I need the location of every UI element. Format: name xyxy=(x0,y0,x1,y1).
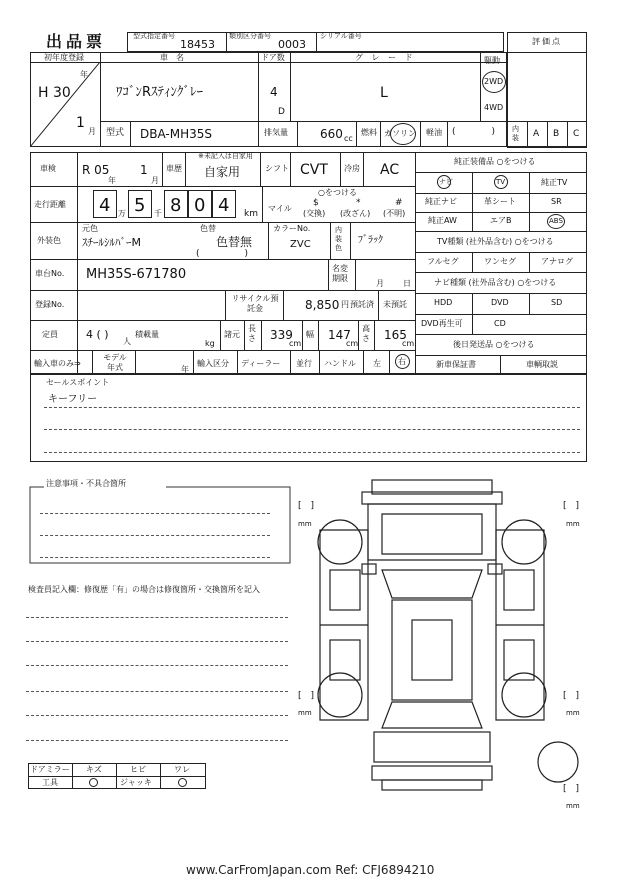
history-note: ※未記入は自家用 xyxy=(198,152,253,160)
mileage-digit-4: 0 xyxy=(194,195,206,216)
sales-point-value: キーフリー xyxy=(48,394,98,405)
right-label: 右 xyxy=(398,357,406,366)
legend-crack: ヒビ xyxy=(130,765,146,774)
navi-title: ナビ種類 (社外品含む) ○をつける xyxy=(434,278,557,287)
model-year-unit: 年 xyxy=(181,365,189,374)
fuel-label: 燃料 xyxy=(361,128,377,137)
sunroof: SR xyxy=(551,197,562,206)
attention-bracket xyxy=(26,484,294,566)
sales-point-block xyxy=(30,374,587,462)
tire-fr-bracket: [ ] xyxy=(563,501,580,511)
capacity-value: 4 ( ) xyxy=(86,328,109,341)
width-unit: cm xyxy=(346,339,359,348)
fuel-gas: ガソリン xyxy=(384,129,416,138)
mileage-km: km xyxy=(244,209,258,219)
mileage-label: 走行距離 xyxy=(34,200,66,209)
name-change-month: 月 xyxy=(376,279,384,288)
inspection-label: 車検 xyxy=(40,164,56,173)
grade-value: L xyxy=(380,85,388,101)
color-orig-value: ｽﾁｰﾙｼﾙﾊﾞｰM xyxy=(82,236,141,249)
width-value: 147 xyxy=(328,328,351,342)
genuine-navi: 純正ナビ xyxy=(425,197,457,206)
exchange-symbol: $ xyxy=(313,198,319,208)
interior-grade-c: C xyxy=(573,129,580,139)
door-suffix: D xyxy=(278,107,285,117)
unknown-label: (不明) xyxy=(383,209,406,218)
model-spec-value: 18453 xyxy=(180,38,215,51)
tire-rr-mm: mm xyxy=(566,709,580,717)
navi-sd: SD xyxy=(551,298,563,307)
tire-rl-bracket: [ ] xyxy=(298,691,315,701)
unknown-symbol: # xyxy=(395,198,403,208)
navi-icon-label: ナビ xyxy=(439,178,453,186)
drive-4wd: 4WD xyxy=(484,103,504,112)
warranty: 新車保証書 xyxy=(436,360,476,369)
dvd-player: DVD再生可 xyxy=(421,319,463,328)
tv-analog: アナログ xyxy=(541,257,573,266)
shift-value: CVT xyxy=(300,162,328,178)
first-reg-era: H 30 xyxy=(38,85,71,101)
length-unit: cm xyxy=(289,339,302,348)
door-value: 4 xyxy=(270,85,278,99)
watermark: www.CarFromJapan.com Ref: CFJ6894210 xyxy=(186,863,435,877)
parallel-label: 並行 xyxy=(296,359,312,368)
legend-tools: 工具 xyxy=(42,778,58,787)
model-spec-label: 型式指定番号 xyxy=(133,32,175,40)
later-title: 後日発送品 ○をつける xyxy=(453,340,535,349)
mileage-sen: 千 xyxy=(154,209,162,218)
navi-dvd: DVD xyxy=(491,298,509,307)
year-suffix: 年 xyxy=(80,70,88,79)
attention-label: 注意事項・不具合箇所 xyxy=(46,479,126,488)
tv-icon-label: TV xyxy=(496,178,506,186)
fuel-diesel: 軽油 xyxy=(426,128,442,137)
chassis-label: 車台No. xyxy=(35,269,65,278)
altered-label: (改ざん) xyxy=(340,209,371,218)
color-orig-label: 元色 xyxy=(82,224,98,233)
rating-label: 評価点 xyxy=(532,37,562,46)
genuine-title: 純正装備品 ○をつける xyxy=(454,157,536,166)
mileage-digit-5: 4 xyxy=(218,195,230,216)
dealer-label: ディーラー xyxy=(241,359,281,368)
type-value: DBA-MH35S xyxy=(140,127,213,141)
colorno-label: カラーNo. xyxy=(273,224,311,233)
shift-label: シフト xyxy=(265,164,289,173)
interior-grade-a: A xyxy=(533,129,540,139)
tire-fr-mm: mm xyxy=(566,520,580,528)
history-value: 自家用 xyxy=(204,165,241,179)
sales-point-label: セールスポイント xyxy=(46,378,110,387)
import-type-label: 輸入区分 xyxy=(197,359,229,368)
tv-one: ワンセグ xyxy=(484,257,516,266)
first-reg-month: 1 xyxy=(76,115,85,131)
airbag: エアB xyxy=(490,216,512,225)
tv-full: フルセグ xyxy=(427,257,459,266)
recycle-value: 8,850 xyxy=(305,298,340,312)
leather-seat: 革シート xyxy=(484,197,516,206)
sheet-title: 出品票 xyxy=(46,32,107,51)
interior-color-value: ﾌﾞﾗｯｸ xyxy=(358,235,383,246)
width-label: 幅 xyxy=(306,330,314,339)
inspection-month-suffix: 月 xyxy=(151,176,159,185)
length-value: 339 xyxy=(270,328,293,342)
model-year-label: モデル年式 xyxy=(103,353,127,372)
interior-color-label: 内装色 xyxy=(335,226,342,252)
import-only-label: 輸入車のみ⇒ xyxy=(34,359,81,368)
genuine-tv: 純正TV xyxy=(541,178,568,187)
mile-label: マイル xyxy=(268,204,292,213)
name-change-label: 名変期限 xyxy=(332,264,348,283)
car-name-value: ﾜｺﾞﾝRｽﾃｨﾝｸﾞﾚｰ xyxy=(116,85,204,100)
left-label: 左 xyxy=(373,359,381,368)
drive-label: 駆動 xyxy=(484,56,500,65)
jack-present-mark xyxy=(178,778,187,787)
load-unit: kg xyxy=(205,339,215,348)
type-label: 型式 xyxy=(106,128,125,138)
inspection-month: 1 xyxy=(140,163,148,177)
manual: 車輌取説 xyxy=(526,360,558,369)
recycle-paid: 預託済 xyxy=(350,300,374,309)
inspection-year-suffix: 年 xyxy=(108,176,116,185)
mileage-man: 万 xyxy=(118,209,126,218)
height-label: 高さ xyxy=(362,324,370,343)
mileage-digit-3: 8 xyxy=(170,195,182,216)
category-value: 0003 xyxy=(278,38,306,51)
legend-scratch: キズ xyxy=(86,765,102,774)
recycle-label: リサイクル預託金 xyxy=(231,294,279,313)
interior-grade-b: B xyxy=(553,129,560,139)
grade-label: グ レ ー ド xyxy=(355,53,416,62)
month-suffix: 月 xyxy=(88,127,96,136)
inspector-label: 検査員記入欄：修復歴「有」の場合は修復箇所・交換箇所を記入 xyxy=(28,585,260,594)
load-label: 積載量 xyxy=(135,330,159,339)
colorno-value: ZVC xyxy=(290,239,311,250)
legend-jack: ジャッキ xyxy=(120,778,152,787)
tire-rl-mm: mm xyxy=(298,709,312,717)
chassis-value: MH35S-671780 xyxy=(86,267,187,282)
legend-break: ワレ xyxy=(174,765,190,774)
mileage-mark-note: ○をつける xyxy=(318,188,357,197)
altered-symbol: * xyxy=(356,198,361,208)
color-paint-value: 色替無 xyxy=(216,235,253,249)
car-name-label: 車 名 xyxy=(160,53,184,62)
recycle-unpaid: 未預託 xyxy=(383,300,407,309)
category-label: 類別区分番号 xyxy=(229,32,271,40)
first-reg-label: 初年度登録 xyxy=(44,53,84,62)
ac-label: 冷房 xyxy=(344,164,360,173)
mileage-digit-1: 4 xyxy=(99,195,111,216)
interior-label: 内装 xyxy=(512,125,519,142)
height-value: 165 xyxy=(384,328,407,342)
drive-2wd: 2WD xyxy=(484,77,504,86)
tv-title: TV種類 (社外品含む) ○をつける xyxy=(437,237,554,246)
height-unit: cm xyxy=(402,339,415,348)
fuel-paren: ( ) xyxy=(452,127,496,137)
capacity-label: 定員 xyxy=(42,330,58,339)
cd: CD xyxy=(494,319,506,328)
legend-door-mirror: ドアミラー xyxy=(30,765,70,774)
capacity-unit: 人 xyxy=(123,337,131,346)
genuine-aw: 純正AW xyxy=(428,216,457,225)
recycle-unit: 円 xyxy=(341,300,349,309)
navi-hdd: HDD xyxy=(434,298,453,307)
abs: ABS xyxy=(549,217,563,225)
ac-value: AC xyxy=(380,162,400,178)
mileage-digit-2: 5 xyxy=(134,195,146,216)
dims-label: 諸元 xyxy=(224,330,240,339)
tire-fl-mm: mm xyxy=(298,520,312,528)
length-label: 長さ xyxy=(248,324,256,343)
history-label: 車歴 xyxy=(166,164,182,173)
reg-label: 登録No. xyxy=(35,300,65,309)
name-change-day: 日 xyxy=(403,279,411,288)
tire-rr-bracket: [ ] xyxy=(563,691,580,701)
displacement-label: 排気量 xyxy=(264,128,288,137)
exchange-label: (交換) xyxy=(303,209,326,218)
serial-label: シリアル番号 xyxy=(320,32,362,40)
color-row-label: 外装色 xyxy=(37,236,61,245)
inspection-era: R 05 xyxy=(82,163,110,177)
tools-present-mark xyxy=(89,778,98,787)
handle-label: ハンドル xyxy=(324,359,356,368)
vehicle-damage-diagram xyxy=(290,470,590,820)
tire-spare-mm: mm xyxy=(566,802,580,810)
door-label: ドア数 xyxy=(261,53,285,62)
displacement-value: 660 xyxy=(320,127,343,141)
displacement-unit: cc xyxy=(344,134,353,143)
color-paren: ( ) xyxy=(196,249,249,259)
tire-spare-bracket: [ ] xyxy=(563,784,580,794)
color-paint-label: 色替 xyxy=(200,224,216,233)
tire-fl-bracket: [ ] xyxy=(298,501,315,511)
